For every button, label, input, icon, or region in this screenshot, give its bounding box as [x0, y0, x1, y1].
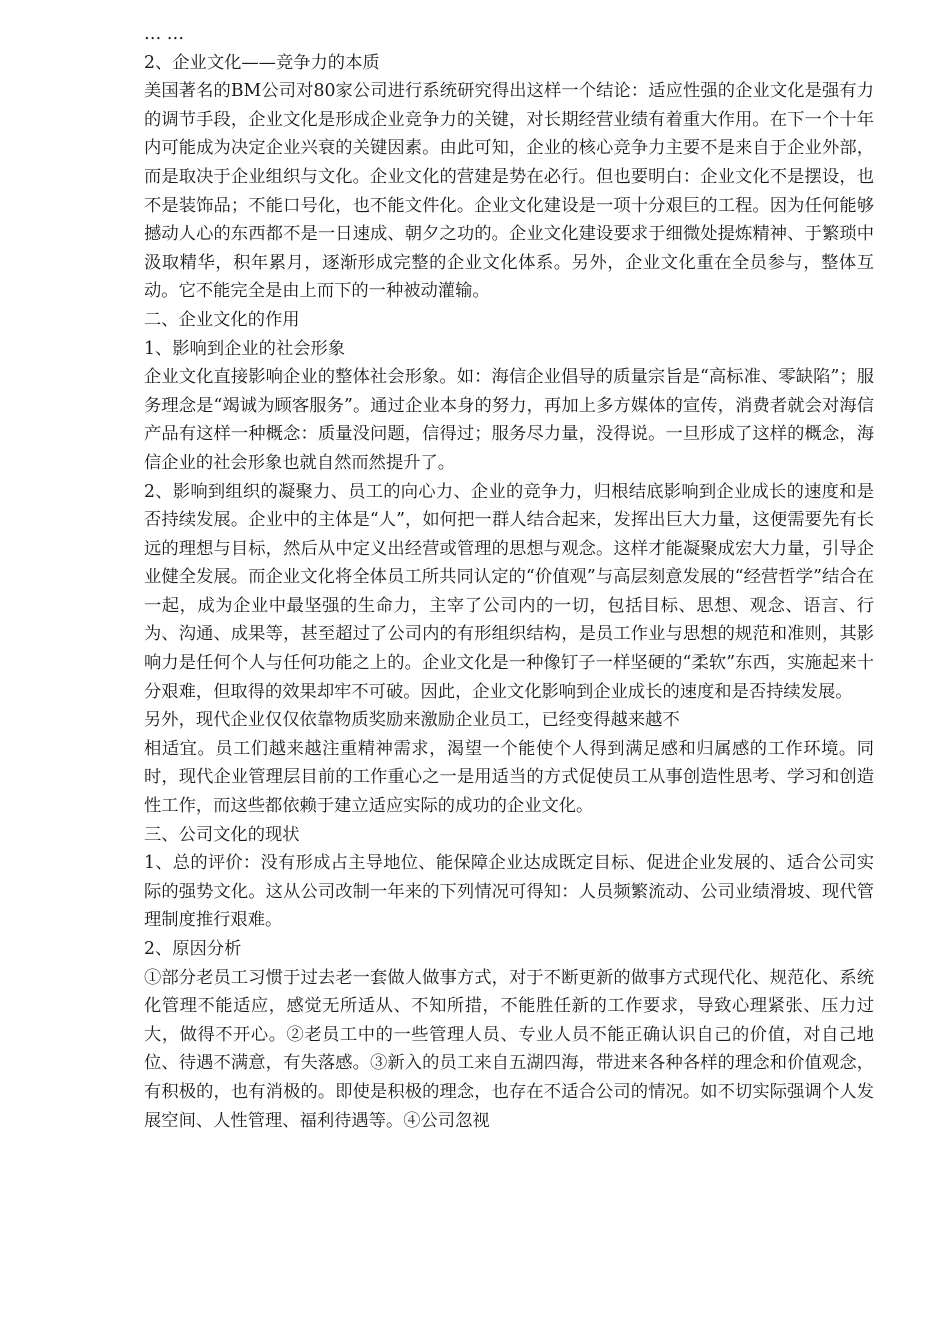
subheading-social-image: 1、影响到企业的社会形象	[144, 338, 346, 359]
ellipsis-line: … …	[144, 24, 185, 44]
paragraph-spiritual-needs: 相适宜。员工们越来越注重精神需求，渴望一个能使个人得到满足感和归属感的工作环境。同时，现代企业管理层目前的工作重心之一是用适当的方式促使员工从事创造性思考、学习和创造性工作，而这些都依赖于建立适应实际的成功的企业文化。	[144, 738, 874, 817]
section-heading-competitiveness: 2、企业文化——竞争力的本质	[144, 52, 380, 73]
section-heading-role: 二、企业文化的作用	[144, 309, 300, 330]
subheading-cause-analysis: 2、原因分析	[144, 939, 242, 959]
paragraph-cause-details: ①部分老员工习惯于过去老一套做人做事方式，对于不断更新的做事方式现代化、规范化、系统化管理不能适应，感觉无所适从、不知所措，不能胜任新的工作要求，导致心理紧张、压力过大，做得不开心。②老员工中的一些管理人员、专业人员不能正确认识自己的价值，对自己地位、待遇不满意，有失落感。③新入的员工来自五湖四海，带进来各种各样的理念和价值观念，有积极的，也有消极的。即使是积极的理念，也存在不适合公司的情况。如不切实际强调个人发展空间、人性管理、福利待遇等。④公司忽视	[144, 967, 874, 1131]
paragraph-cohesion: 2、影响到组织的凝聚力、员工的向心力、企业的竞争力，归根结底影响到企业成长的速度和是否持续发展。企业中的主体是“人”，如何把一群人结合起来，发挥出巨大力量，这便需要先有长远的理想与目标，然后从中定义出经营或管理的思想与观念。这样才能凝聚成宏大力量，引导企业健全发展。而企业文化将全体员工所共同认定的“价值观”与高层刻意发展的“经营哲学”结合在一起，成为企业中最坚强的生命力，主宰了公司内的一切，包括目标、思想、观念、语言、行为、沟通、成果等，甚至超过了公司内的有形组织结构，是员工作业与思想的规范和准则，其影响力是任何个人与任何功能之上的。企业文化是一种像钉子一样坚硬的“柔软”东西，实施起来十分艰难，但取得的效果却牢不可破。因此，企业文化影响到企业成长的速度和是否持续发展。	[144, 481, 874, 702]
paragraph-overall-evaluation: 1、总的评价：没有形成占主导地位、能保障企业达成既定目标、促进企业发展的、适合公司实际的强势文化。这从公司改制一年来的下列情况可得知：人员频繁流动、公司业绩滑坡、现代管理制度推行艰难。	[144, 853, 874, 931]
paragraph-hisense-example: 企业文化直接影响企业的整体社会形象。如：海信企业倡导的质量宗旨是“高标准、零缺陷”；服务理念是“竭诚为顾客服务”。通过企业本身的努力，再加上多方媒体的宣传，消费者就会对海信产品有这样一种概念：质量没问题，信得过；服务尽力量，没得说。一旦形成了这样的概念，海信企业的社会形象也就自然而然提升了。	[144, 367, 874, 473]
paragraph-material-incentive: 另外，现代企业仅仅依靠物质奖励来激励企业员工，已经变得越来越不	[144, 710, 680, 731]
section-heading-status: 三、公司文化的现状	[144, 824, 300, 845]
document-body	[144, 20, 874, 1135]
paragraph-ibm-research: 美国著名的BM公司对80家公司进行系统研究得出这样一个结论：适应性强的企业文化是强有力的调节手段，企业文化是形成企业竞争力的关键，对长期经营业绩有着重大作用。在下一个十年内可能成为决定企业兴衰的关键因素。由此可知，企业的核心竞争力主要不是来自于企业外部，而是取决于企业组织与文化。企业文化的营建是势在必行。但也要明白：企业文化不是摆设，也不是装饰品；不能口号化，也不能文件化。企业文化建设是一项十分艰巨的工程。因为任何能够撼动人心的东西都不是一日速成、朝夕之功的。企业文化建设要求于细微处提炼精神、于繁琐中汲取精华，积年累月，逐渐形成完整的企业文化体系。另外，企业文化重在全员参与，整体互动。它不能完全是由上而下的一种被动灌输。	[144, 81, 874, 302]
